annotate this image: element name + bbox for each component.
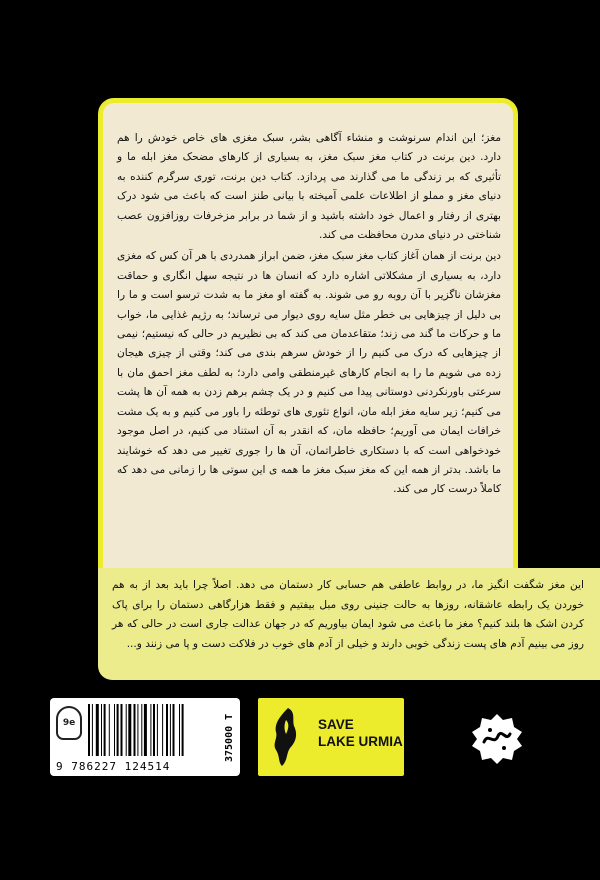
barcode-bar <box>162 704 163 756</box>
save-badge-line1: SAVE <box>318 717 354 732</box>
isbn-barcode <box>50 698 240 776</box>
barcode-bar <box>128 704 131 756</box>
barcode-bar <box>173 704 175 756</box>
publisher-logo-icon <box>470 712 524 766</box>
barcode-bar <box>144 704 147 756</box>
price-logo-icon: 9e <box>56 706 82 740</box>
back-cover-text-panel <box>98 98 518 574</box>
barcode-bar <box>114 704 115 756</box>
barcode-bar <box>109 704 110 756</box>
blurb-paragraph-2: دین برنت از همان آغاز کتاب مغز سبک مغز، ضمن ابراز همدردی با هر آن کس که مغزی دارد، به بسیاری از مشکلاتی اشاره دارد که انسان ها در نتیجه سهل انگاری و حماقت مغزشان ناگزیر با آن روبه رو می شوند. به گفته او مغز ما به شدت ترسو است و ما را بی دلیل از چیزهایی بی خطر مثل سایه روی دیوار می ترساند؛ به رژیم غذایی ما، خواب ما و حرکات ما گند می زند؛ متقاعدمان می کند که بی نظیریم در حالی که نیستیم؛ نیمی از چیزهایی که درک می کنیم را از خودش سرهم بندی می کند؛ وقتی از چیزی هیجان زده می شویم ما را به انجام کارهای غیرمنطقی وامی دارد؛ به لطف مغز احمق مان با سرعتی باورنکردنی دوستانی پیدا می کنیم و در یک چشم برهم زدن به همه آن ها پشت می کنیم؛ زیر سایه مغز ابله مان، انواع تئوری های توطئه را باور می کنیم و به یک مشت خرافات ایمان می آوریم؛ حافظه مان، که انقدر به آن استناد می کنیم، در اصل موجود خودخواهی است که با دستکاری خاطراتمان، آن ها را جوری تغییر می دهد که خوشایند ما باشد. بدتر از همه این که مغز سبک مغز ما همه ی این سوتی ها را زمانی می دهد که کاملاً درست کار می کند. <box>117 250 501 496</box>
barcode-bars <box>88 704 218 756</box>
barcode-bar <box>126 704 127 756</box>
barcode-bar <box>157 704 158 756</box>
blurb-paragraph-1: مغز؛ این اندام سرنوشت و منشاء آگاهی بشر، سبک مغزی های خاص خودش را هم دارد. دین برنت در کتاب مغز سبک مغز، به بسیاری از کارهای مضحک مغز ابله ما و تأثیری که بر زندگی ما می گذارند می پردازد. کتاب دین برنت، توری سرگرم کننده به دنیای مغز و مملو از اطلاعات علمی آمیخته با بیانی طنز است که باعث می شود درک بهتری از رفتار و اعمال خود داشته باشید و از شما در برابر مزخرفات روزافزون عصب شناختی در دنیای مدرن محافظت می کند. <box>117 132 501 242</box>
barcode-bar <box>137 704 138 756</box>
barcode-bar <box>150 704 151 756</box>
barcode-bar <box>141 704 142 756</box>
barcode-bar <box>179 704 180 756</box>
lake-map-icon <box>266 706 306 768</box>
barcode-bar <box>92 704 93 756</box>
barcode-bar <box>166 704 168 756</box>
barcode-bar <box>101 704 102 756</box>
highlight-text-panel <box>98 568 600 680</box>
barcode-bar <box>104 704 106 756</box>
save-badge-text <box>318 716 403 750</box>
isbn-number: 9 786227 124514 <box>56 760 171 773</box>
barcode-bar <box>117 704 119 756</box>
highlight-paragraph: این مغز شگفت انگیز ما، در روابط عاطفی هم حسابی کار دستمان می دهد. اصلاً چرا باید بعد از به هم خوردن یک رابطه عاشقانه، روزها به حالت جنینی روی مبل بیفتیم و فقط هزارگاهی دستمان را برای پاک کردن اشک ها بلند کنیم؟ مغز ما باعث می شود ایمان بیاوریم که در جهان عدالت جاری است در حالی که هر روز می بینیم آدم های پست زندگی خوبی دارند و خیلی از آدم های خوب در فلاکت دست و پا می زنند و... <box>112 579 584 650</box>
barcode-bar <box>170 704 171 756</box>
save-badge-line2: LAKE URMIA <box>318 734 403 749</box>
barcode-bar <box>153 704 155 756</box>
barcode-bar <box>96 704 99 756</box>
barcode-bar <box>88 704 90 756</box>
price-code: 375000 T <box>224 713 235 763</box>
barcode-bar <box>121 704 123 756</box>
barcode-bar <box>134 704 136 756</box>
save-lake-urmia-badge <box>258 698 404 776</box>
barcode-bar <box>182 704 184 756</box>
